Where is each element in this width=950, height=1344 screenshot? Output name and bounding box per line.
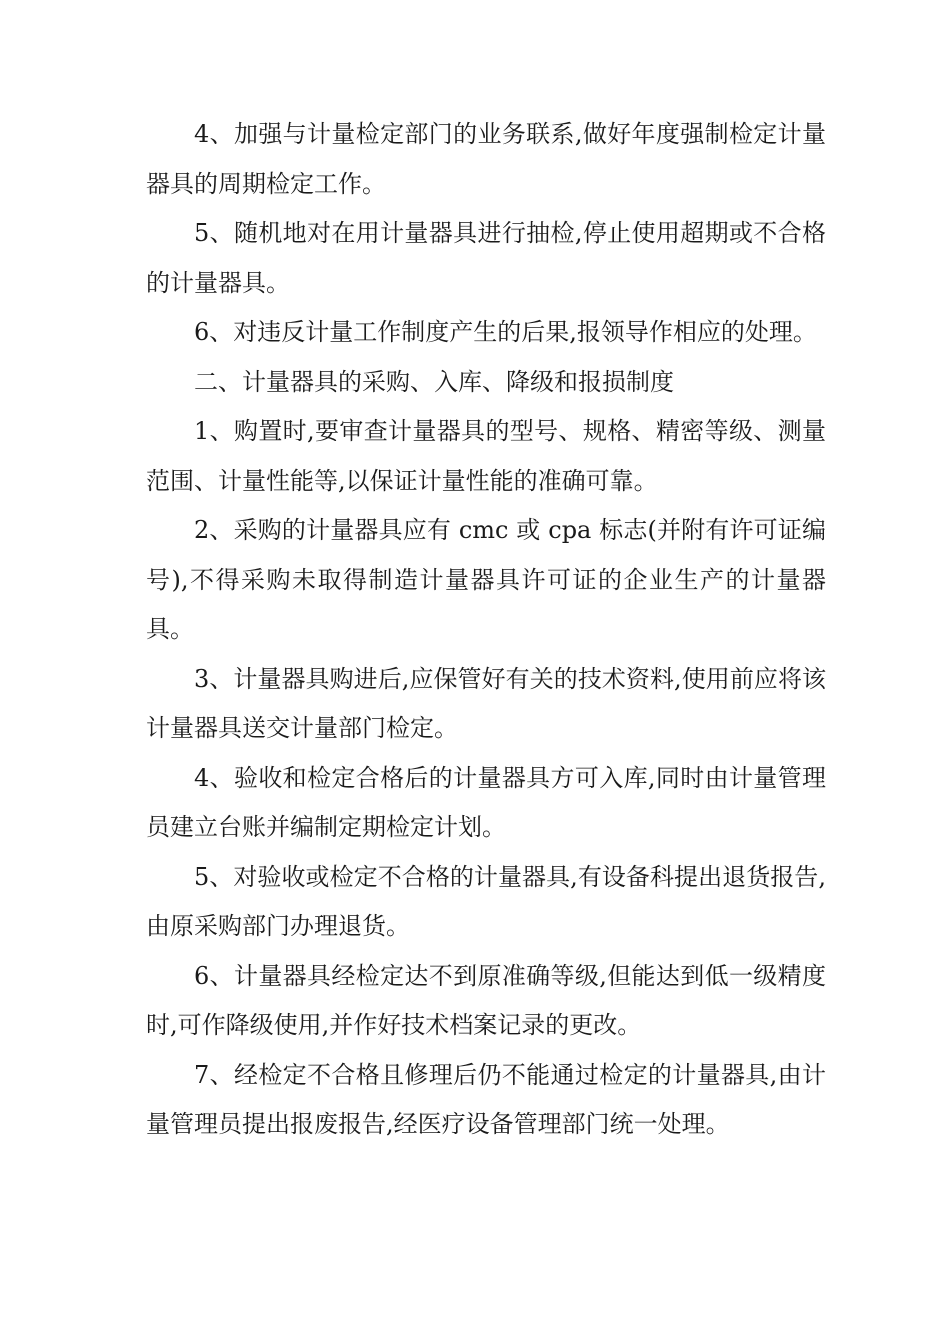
- paragraph-item-5-spot-check: 5、随机地对在用计量器具进行抽检,停止使用超期或不合格的计量器具。: [146, 219, 826, 297]
- paragraph-item-2-certification: 2、采购的计量器具应有 cmc 或 cpa 标志(并附有许可证编号),不得采购未取得制造计量器具许可证的企业生产的计量器具。: [146, 516, 826, 643]
- paragraph-item-4-liaison: 4、加强与计量检定部门的业务联系,做好年度强制检定计量器具的周期检定工作。: [146, 120, 826, 198]
- paragraph-item-4-warehousing: 4、验收和检定合格后的计量器具方可入库,同时由计量管理员建立台账并编制定期检定计划。: [146, 763, 826, 841]
- document-body: [146, 110, 826, 1150]
- paragraph-item-1-purchase-review: 1、购置时,要审查计量器具的型号、规格、精密等级、测量范围、计量性能等,以保证计量性能的准确可靠。: [146, 417, 826, 495]
- section-heading-procurement: 二、计量器具的采购、入库、降级和报损制度: [194, 367, 674, 396]
- paragraph-item-3-documentation: 3、计量器具购进后,应保管好有关的技术资料,使用前应将该计量器具送交计量部门检定。: [146, 664, 826, 742]
- paragraph-item-6-downgrade: 6、计量器具经检定达不到原准确等级,但能达到低一级精度时,可作降级使用,并作好技术档案记录的更改。: [146, 961, 826, 1039]
- paragraph-item-5-returns: 5、对验收或检定不合格的计量器具,有设备科提出退货报告,由原采购部门办理退货。: [146, 862, 826, 940]
- paragraph-item-6-violations: 6、对违反计量工作制度产生的后果,报领导作相应的处理。: [194, 318, 817, 346]
- paragraph-item-7-scrapping: 7、经检定不合格且修理后仍不能通过检定的计量器具,由计量管理员提出报废报告,经医疗设备管理部门统一处理。: [146, 1060, 826, 1138]
